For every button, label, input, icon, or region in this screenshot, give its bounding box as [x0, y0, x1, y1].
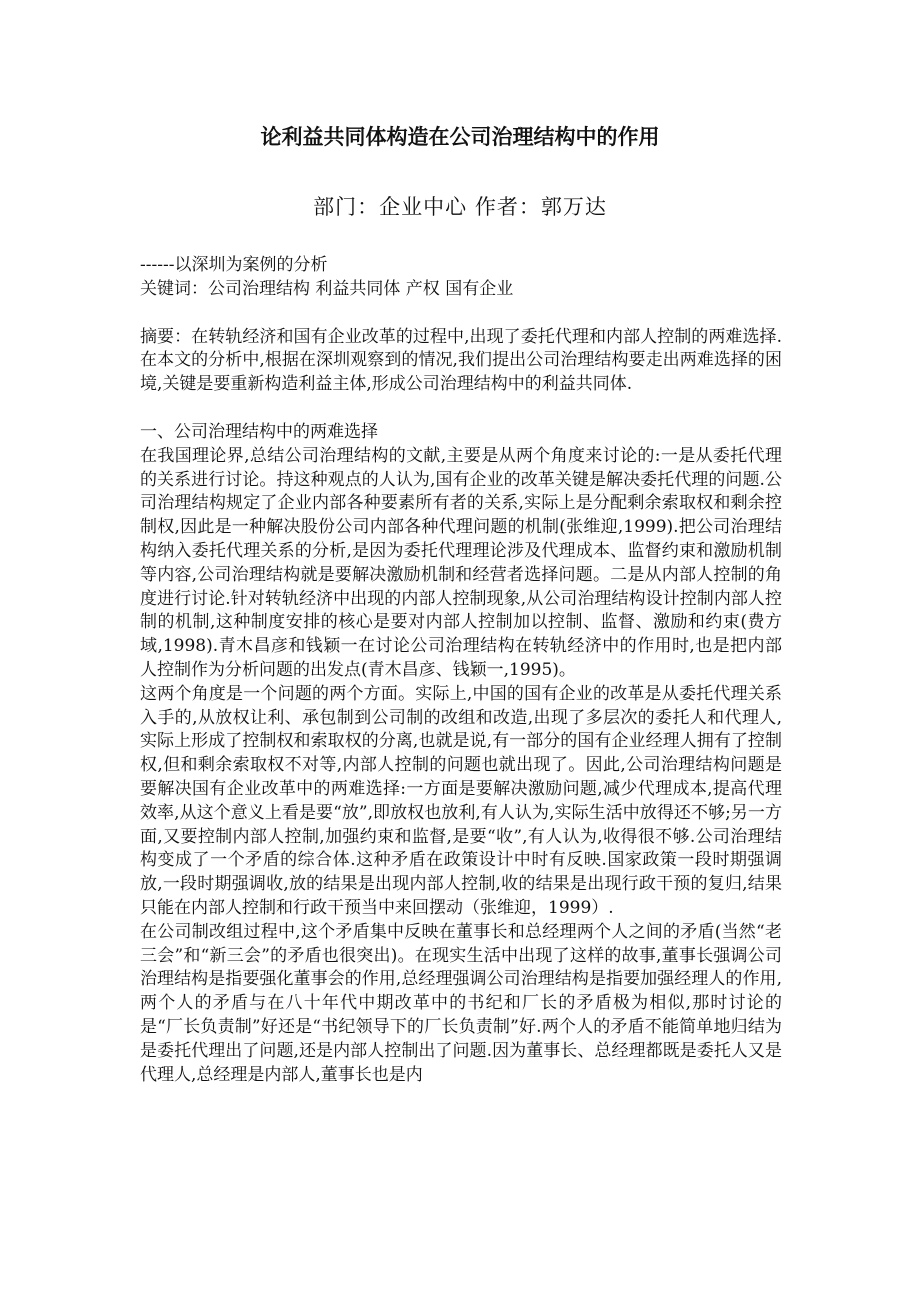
- spacer: [140, 397, 782, 421]
- document-title: 论利益共同体构造在公司治理结构中的作用: [260, 125, 660, 149]
- document-keywords: 关键词：公司治理结构 利益共同体 产权 国有企业: [140, 278, 514, 299]
- section-heading: 一、公司治理结构中的两难选择: [140, 421, 378, 442]
- body-paragraph: 这两个角度是一个问题的两个方面。实际上,中国的国有企业的改革是从委托代理关系入手的,从放权让利、承包制到公司制的改组和改造,出现了多层次的委托人和代理人,实际上形成了控制权和索取权的分离,也就是说,有一部分的国有企业经理人拥有了控制权,但和剩余索取权不对等,内部人控制的问题也就出现了。因此,公司治理结构问题是要解决国有企业改革中的两难选择:一方面是要解决激励问题,减少代理成本,提高代理效率,从这个意义上看是要“放”,即放权也放利,有人认为,实际生活中放得还不够;另一方面,又要控制内部人控制,加强约束和监督,是要“收”,有人认为,收得很不够.公司治理结构变成了一个矛盾的综合体.这种矛盾在政策设计中时有反映.国家政策一段时期强调放,一段时期强调收,放的结果是出现内部人控制,收的结果是出现行政干预的复归,结果只能在内部人控制和行政干预当中来回摆动（张维迎，1999）.: [140, 683, 782, 918]
- document-body: [140, 254, 782, 1087]
- body-paragraph: 在公司制改组过程中,这个矛盾集中反映在董事长和总经理两个人之间的矛盾(当然“老三会”和“新三会”的矛盾也很突出)。在现实生活中出现了这样的故事,董事长强调公司治理结构是指要强化董事会的作用,总经理强调公司治理结构是指要加强经理人的作用,两个人的矛盾与在八十年代中期改革中的书纪和厂长的矛盾极为相似,那时讨论的是“厂长负责制”好还是“书纪领导下的厂长负责制”好.两个人的矛盾不能简单地归结为是委托代理出了问题,还是内部人控制出了问题.因为董事长、总经理都既是委托人又是代理人,总经理是内部人,董事长也是内: [140, 921, 782, 1085]
- document-subtitle: ------以深圳为案例的分析: [140, 255, 328, 275]
- spacer: [140, 302, 782, 326]
- body-paragraph: 在我国理论界,总结公司治理结构的文献,主要是从两个角度来讨论的:一是从委托代理的关系进行讨论。持这种观点的人认为,国有企业的改革关键是解决委托代理的问题.公司治理结构规定了企业内部各种要素所有者的关系,实际上是分配剩余索取权和剩余控制权,因此是一种解决股份公司内部各种代理问题的机制(张维迎,1999).把公司治理结构纳入委托代理关系的分析,是因为委托代理理论涉及代理成本、监督约束和激励机制等内容,公司治理结构就是要解决激励机制和经营者选择问题。二是从内部人控制的角度进行讨论.针对转轨经济中出现的内部人控制现象,从公司治理结构设计控制内部人控制的机制,这种制度安排的核心是要对内部人控制加以控制、监督、激励和约束(费方域,1998).青木昌彦和钱颖一在讨论公司治理结构在转轨经济中的作用时,也是把内部人控制作为分析问题的出发点(青木昌彦、钱颖一,1995)。: [140, 445, 782, 680]
- document-abstract: 摘要：在转轨经济和国有企业改革的过程中,出现了委托代理和内部人控制的两难选择.在本文的分析中,根据在深圳观察到的情况,我们提出公司治理结构要走出两难选择的困境,关键是要重新构造利益主体,形成公司治理结构中的利益共同体.: [140, 326, 782, 395]
- document-byline: 部门：企业中心 作者：郭万达: [313, 195, 607, 219]
